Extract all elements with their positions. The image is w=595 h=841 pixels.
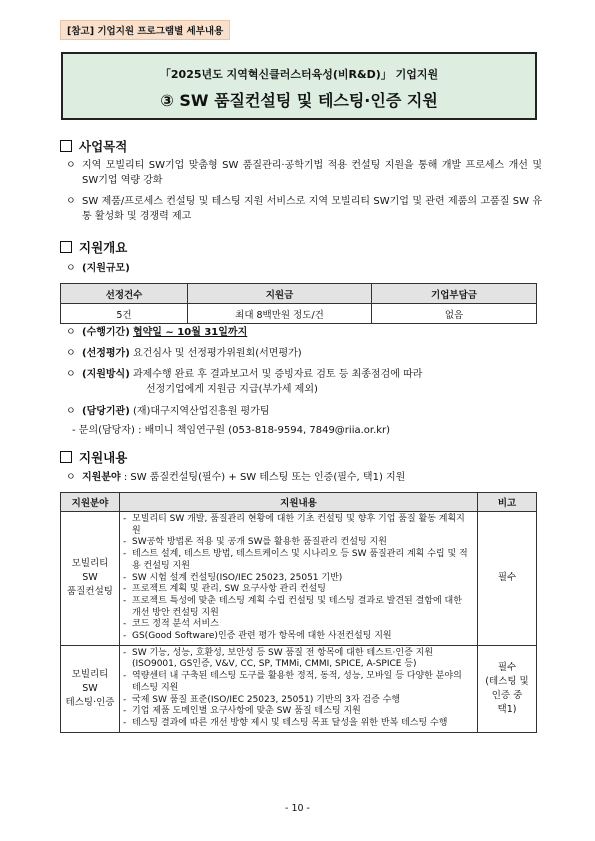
- note-text: 인증 중: [491, 689, 523, 701]
- bullet-text: 지역 모빌리티 SW기업 맞춤형 SW 품질관리·공학기법 적용 컨설팅 지원을 통해 개발 프로세스 개선 및 SW기업 역량 강화: [82, 160, 542, 186]
- circle-bullet-icon: ㅇ: [66, 406, 76, 417]
- circle-bullet-icon: ㅇ: [66, 472, 76, 483]
- content-cell: [120, 512, 478, 646]
- reference-tag: [참고] 기업지원 프로그램별 세부내용: [60, 20, 230, 40]
- list-item: - 테스팅 결과에 따른 개선 방향 제시 및 테스팅 목표 달성을 위한 반복 테스팅 수행: [123, 717, 448, 728]
- method-label: (지원방식): [82, 369, 130, 380]
- checkbox-square-icon: [60, 451, 72, 463]
- note-cell: [478, 512, 537, 646]
- list-item: - 모빌리티 SW 개발, 품질관리 현황에 대한 기초 컨설팅 및 향후 기업 품질 활동 계획지원: [123, 514, 465, 536]
- table-cell: 없음: [372, 304, 537, 324]
- circle-bullet-icon: ㅇ: [66, 263, 76, 274]
- scale-label: (지원규모): [82, 263, 130, 274]
- table-cell: 최대 8백만원 정도/건: [188, 304, 372, 324]
- section-heading-overview: [60, 238, 127, 256]
- field-text: 모빌리티: [71, 558, 109, 570]
- table-cell: 5건: [61, 304, 188, 324]
- list-item: - GS(Good Software)인증 관련 평가 항목에 대한 사전컨설팅 지원: [123, 631, 392, 642]
- section-heading-content: [60, 448, 127, 466]
- field-text: 테스팅·인증: [65, 696, 115, 708]
- circle-bullet-icon: ㅇ: [66, 160, 76, 171]
- field-bullet: [66, 470, 542, 485]
- eval-bullet: [66, 346, 542, 361]
- agency-value: (재)대구지역산업진흥원 평가팀: [132, 406, 270, 417]
- table-header: 지원분야: [61, 493, 120, 512]
- checkbox-square-icon: [60, 241, 72, 253]
- purpose-bullet: [66, 194, 542, 224]
- circle-bullet-icon: ㅇ: [66, 369, 76, 380]
- list-item: - SW 시험 설계 컨설팅(ISO/IEC 25023, 25051 기반): [123, 572, 343, 583]
- field-text: 모빌리티: [71, 668, 109, 680]
- table-header: 기업부담금: [372, 284, 537, 304]
- support-content-table: [60, 492, 537, 733]
- method-value: 과제수행 완료 후 결과보고서 및 증빙자료 검토 등 최종점검에 따라: [132, 369, 423, 380]
- field-text: SW: [82, 572, 98, 584]
- table-row: [61, 645, 537, 732]
- note-text: 택1): [497, 703, 517, 715]
- list-item: - SW공학 방법론 적용 및 공개 SW를 활용한 품질관리 컨설팅 지원: [123, 537, 387, 548]
- table-header: 지원내용: [120, 493, 478, 512]
- list-item: - 코드 정적 분석 서비스: [123, 619, 219, 630]
- eval-label: (선정평가): [82, 348, 130, 359]
- list-item: - 역량센터 내 구축된 테스팅 도구를 활용한 정적, 동적, 성능, 모바일 등 다양한 분야의 테스팅 지원: [123, 671, 462, 693]
- period-bullet: [66, 325, 542, 340]
- method-bullet: [66, 367, 542, 397]
- bullet-text: SW 제품/프로세스 컨설팅 및 테스팅 지원 서비스로 지역 모빌리티 SW기업 및 관련 제품의 고품질 SW 유통 활성화 및 경쟁력 제고: [82, 196, 542, 222]
- list-item: - 테스트 설계, 테스트 방법, 테스트케이스 및 시나리오 등 SW 품질관리 계획 수립 및 적용 컨설팅 지원: [123, 549, 468, 571]
- eval-value: 요건심사 및 선정평가위원회(서면평가): [132, 348, 302, 359]
- table-row: [61, 512, 537, 646]
- checkbox-square-icon: [60, 140, 72, 152]
- list-item: - 프로젝트 계획 및 관리, SW 요구사항 관리 컨설팅: [123, 584, 326, 595]
- section-heading-purpose: [60, 137, 127, 155]
- field-cell: [61, 645, 120, 732]
- title-box: [61, 52, 537, 120]
- note-cell: [478, 645, 537, 732]
- field-text: SW: [82, 682, 98, 694]
- field-value: : SW 품질컨설팅(필수) + SW 테스팅 또는 인증(필수, 택1) 지원: [123, 472, 406, 483]
- table-header-row: [61, 284, 537, 304]
- title-line-1: 「2025년도 지역혁신클러스터육성(비R&D)」 기업지원: [159, 68, 439, 81]
- method-value-cont: 선정기업에게 지원금 지급(부가세 제외): [146, 384, 318, 395]
- field-text: 품질컨설팅: [67, 586, 113, 598]
- circle-bullet-icon: ㅇ: [66, 196, 76, 207]
- list-item: - 기업 제품 도메인별 요구사항에 맞춘 SW 품질 테스팅 지원: [123, 706, 361, 717]
- note-text: 필수: [497, 661, 517, 673]
- circle-bullet-icon: ㅇ: [66, 348, 76, 359]
- field-label: 지원분야: [82, 472, 121, 483]
- period-label: (수행기간): [82, 327, 130, 338]
- section-title: 사업목적: [79, 139, 128, 154]
- circle-bullet-icon: ㅇ: [66, 327, 76, 338]
- table-header: 지원금: [188, 284, 372, 304]
- table-header: 비고: [478, 493, 537, 512]
- purpose-bullet: [66, 158, 542, 188]
- scale-bullet: [66, 261, 542, 276]
- agency-bullet: [66, 404, 542, 419]
- note-text: 필수: [497, 572, 517, 584]
- list-item: - SW 기능, 성능, 호환성, 보안성 등 SW 품질 전 항목에 대한 테스트·인증 지원(ISO9001, GS인증, V&V, CC, SP, TMMi, CMMI, SPICE, A-SPICE 등): [123, 647, 434, 670]
- scale-table: [60, 283, 537, 324]
- contact-info: - 문의(담당자) : 배미니 책임연구원 (053-818-9594, 7849@riia.or.kr): [72, 425, 391, 436]
- list-item: - 국제 SW 품질 표준(ISO/IEC 25023, 25051) 기반의 3자 검증 수행: [123, 694, 401, 705]
- page-number: - 10 -: [285, 803, 310, 814]
- table-header-row: [61, 493, 537, 512]
- agency-label: (담당기관): [82, 406, 130, 417]
- period-value: 협약일 ~ 10월 31일까지: [132, 327, 248, 338]
- section-title: 지원개요: [79, 240, 128, 255]
- field-cell: [61, 512, 120, 646]
- table-row: [61, 304, 537, 324]
- list-item: - 프로젝트 특성에 맞춘 테스팅 계획 수립 컨설팅 및 테스팅 결과로 발견된 결함에 대한 개선 방안 컨설팅 지원: [123, 595, 462, 618]
- table-header: 선정건수: [61, 284, 188, 304]
- title-line-2: ③ SW 품질컨설팅 및 테스팅·인증 지원: [160, 91, 438, 110]
- content-cell: [120, 645, 478, 732]
- note-text: (테스팅 및: [485, 675, 529, 687]
- section-title: 지원내용: [79, 450, 128, 465]
